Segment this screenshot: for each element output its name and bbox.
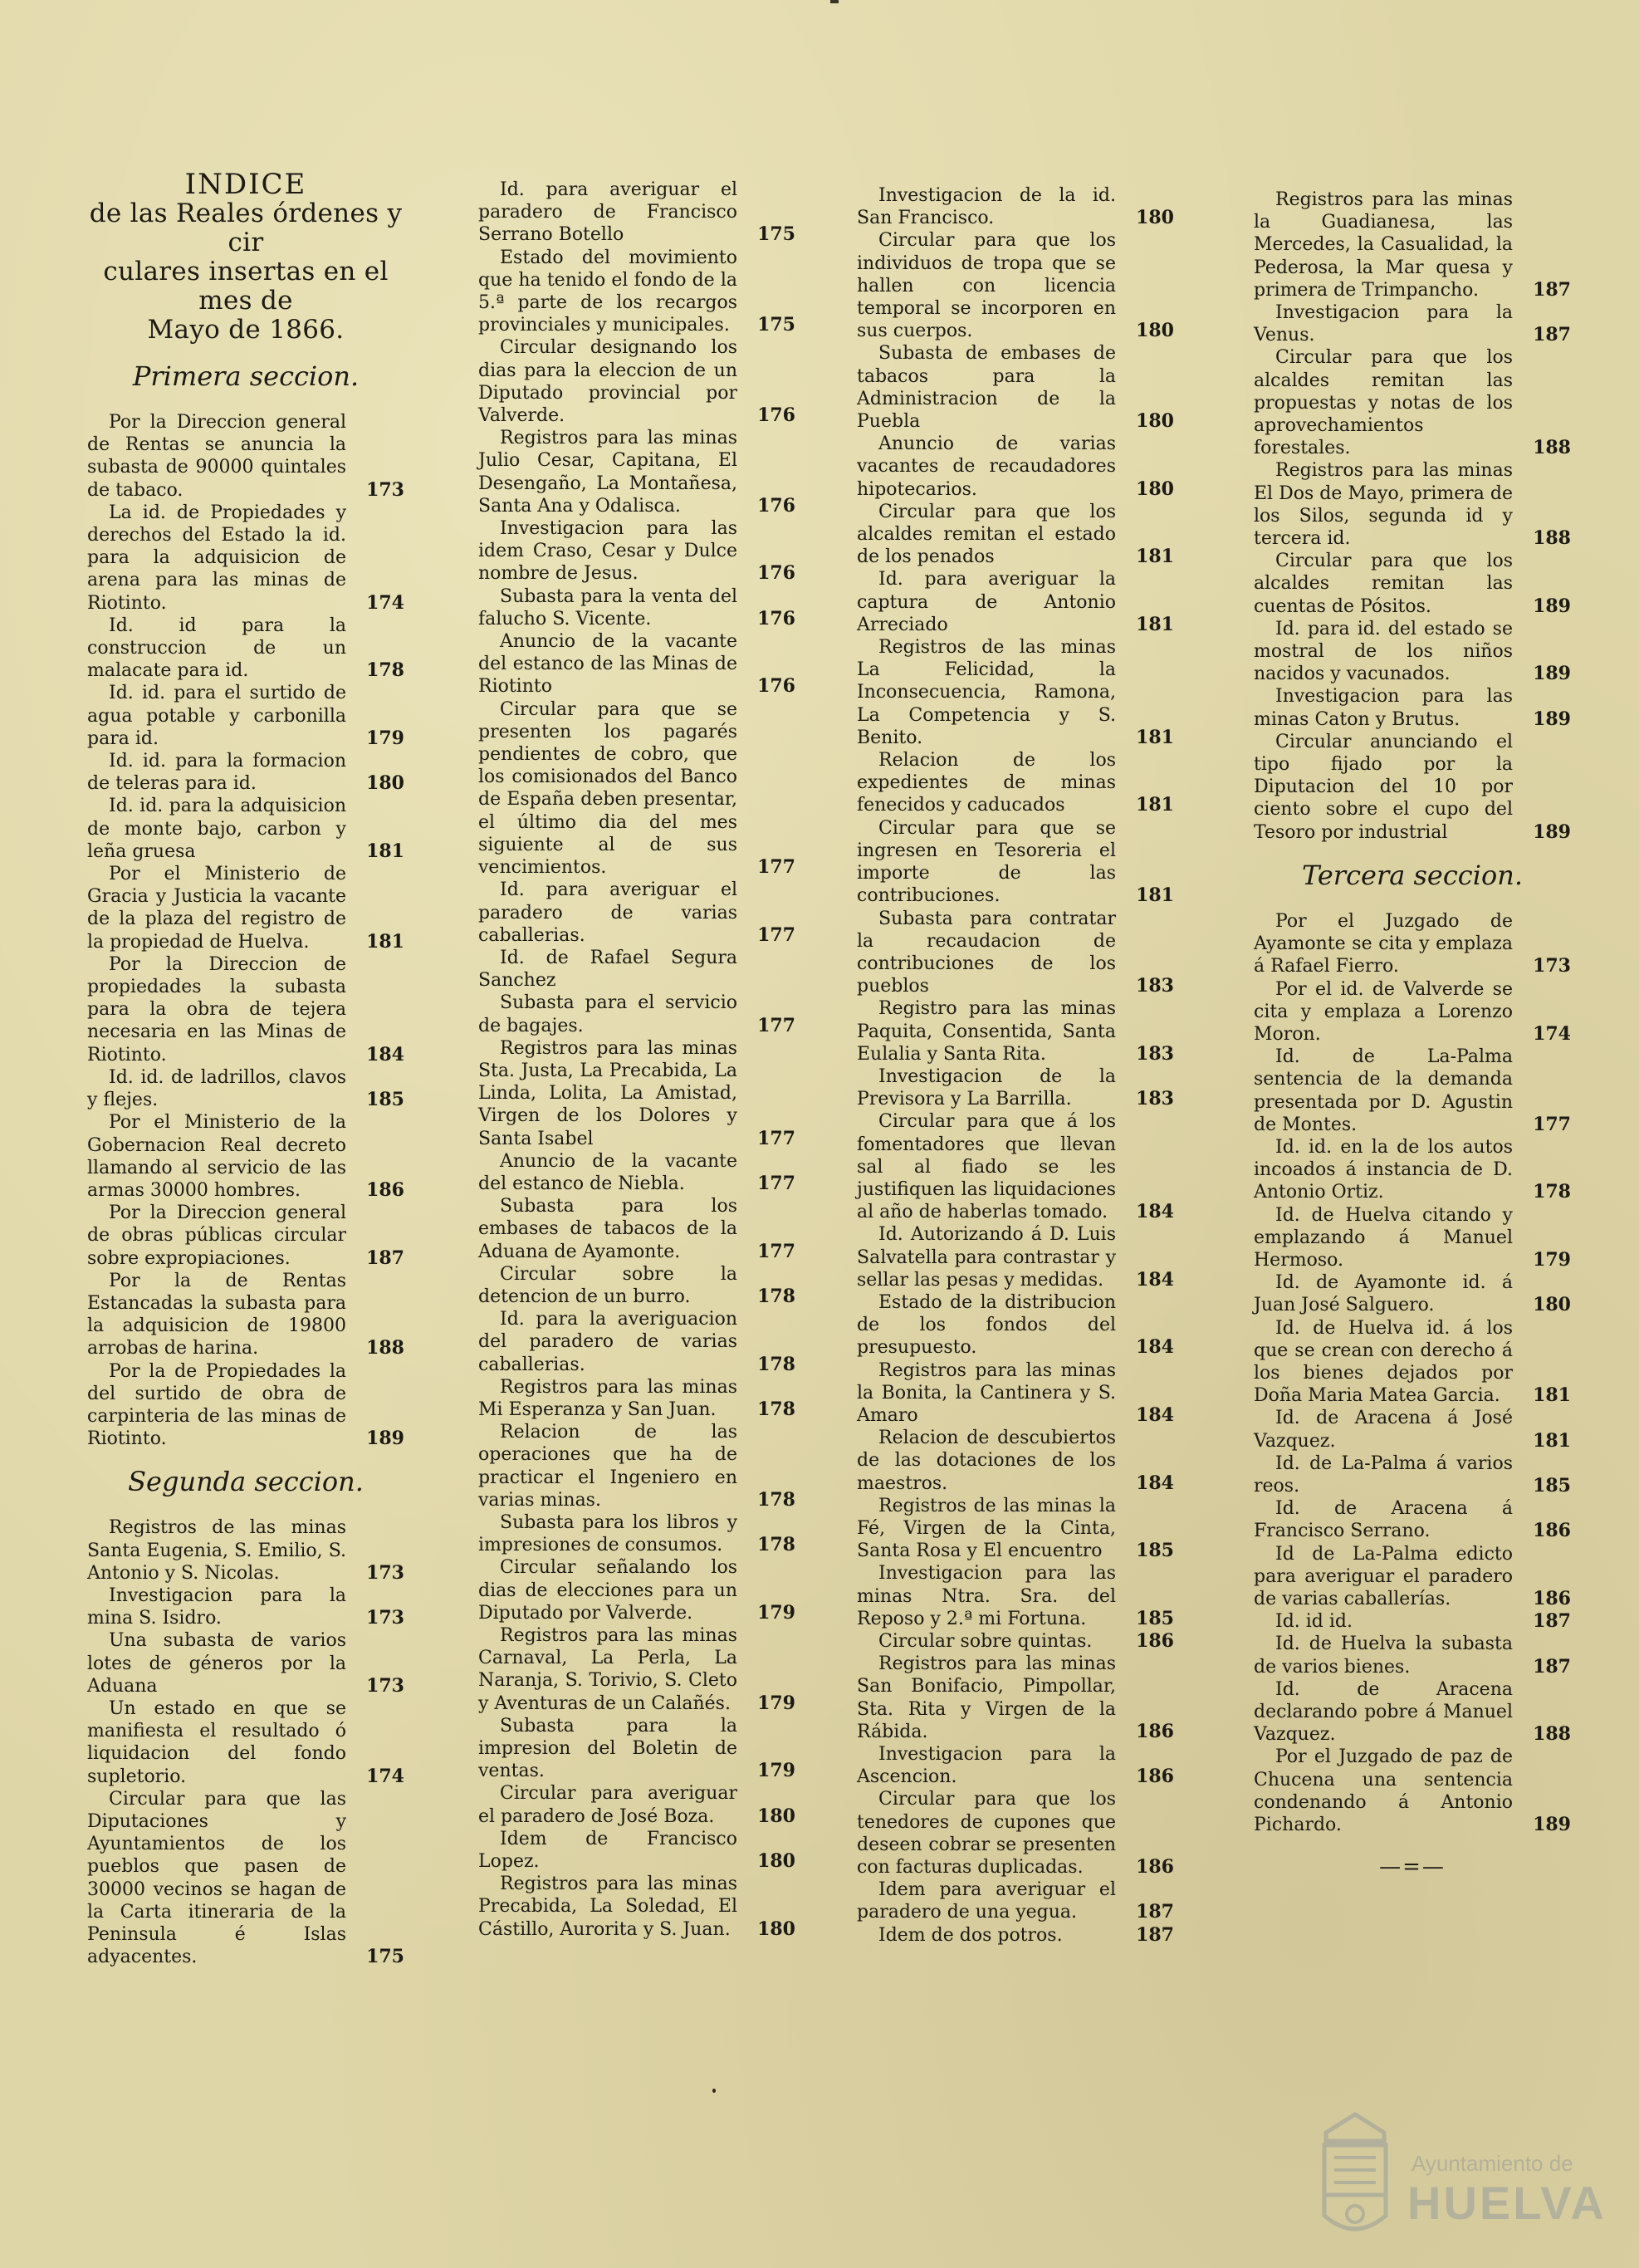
index-entry-page-number: 179 — [757, 1601, 795, 1624]
index-entry-text: Por el Juzgado de paz de Chucena una sentencia condenando á Antonio Pichardo. — [1254, 1746, 1513, 1836]
index-entry-text: Por la Direccion de propiedades la subasta para la obra de tejera necesaria en las Minas de Riotinto. — [87, 953, 346, 1065]
index-entry-page-number: 179 — [366, 727, 404, 749]
index-entry-page-number: 185 — [366, 1089, 404, 1111]
index-entry-page-number: 176 — [757, 675, 795, 698]
index-entry — [1254, 1543, 1571, 1611]
index-entry-text: La id. de Propiedades y derechos del Estado la id. para la adquisicion de arena para las minas de Riotinto. — [87, 502, 346, 614]
index-entry — [1254, 1136, 1571, 1204]
index-entry — [87, 1516, 404, 1585]
index-entry — [478, 1873, 795, 1941]
index-entry-page-number: 185 — [1136, 1540, 1174, 1562]
index-entry-text: Registros para las minas la Bonita, la Cantinera y S. Amaro — [857, 1359, 1116, 1426]
index-entry-page-number: 187 — [1533, 278, 1571, 301]
index-entry-page-number: 187 — [1533, 1610, 1571, 1633]
index-entry-page-number: 173 — [1533, 955, 1571, 977]
index-entry-text: Subasta para la venta del falucho S. Vicente. — [478, 585, 737, 629]
index-entry-text: Id. para id. del estado se mostral de los niños nacidos y vacunados. — [1254, 618, 1513, 685]
index-entry — [478, 1556, 795, 1624]
index-entry-page-number: 186 — [1136, 1720, 1174, 1742]
index-entry-text: Por el Ministerio de la Gobernacion Real decreto llamando al servicio de las armas 30000 hombres. — [87, 1112, 346, 1201]
index-entry-text: Circular para que se presenten los pagarés pendientes de cobro, que los comisionados del Banco de España deben presentar, el último dia del mes siguiente al de sus vencimientos. — [478, 698, 737, 879]
index-entry-page-number: 186 — [1136, 1856, 1174, 1879]
index-entry-text: Id. de Aracena á José Vazquez. — [1254, 1408, 1513, 1452]
index-entry — [857, 1788, 1174, 1879]
index-entry-page-number: 189 — [1533, 663, 1571, 685]
index-entry-page-number: 180 — [1136, 320, 1174, 342]
index-entry-text: Id de La-Palma edicto para averiguar el paradero de varias caballerías. — [1254, 1543, 1513, 1609]
section-heading: Segunda seccion. — [128, 1466, 364, 1498]
index-entry-page-number: 175 — [757, 223, 795, 246]
index-entry-text: Registros para las minas la Guadianesa, las Mercedes, la Casualidad, la Pederosa, la Mar quesa y primera de Trimpancho. — [1254, 189, 1513, 301]
index-entry — [857, 749, 1174, 817]
index-entry-text: Id. para averiguar el paradero de varias caballerias. — [478, 879, 737, 946]
index-entry-text: Circular anunciando el tipo fijado por la Diputacion del 10 por ciento sobre el cupo del Tesoro por industrial — [1254, 731, 1513, 843]
index-entry-page-number: 187 — [366, 1247, 404, 1269]
index-entry — [87, 1270, 404, 1360]
index-entry-page-number: 183 — [1136, 975, 1174, 997]
index-entry — [1254, 910, 1571, 978]
index-entry — [857, 1562, 1174, 1630]
index-entry-text: Investigacion de la id. San Francisco. — [857, 185, 1116, 229]
index-entry-text: Circular para que las Diputaciones y Ayuntamientos de los pueblos que pasen de 30000 vecinos se hagan de la Carta itineraria de la Peninsula é Islas adyacentes. — [87, 1788, 346, 1968]
index-entry-page-number: 186 — [1533, 1520, 1571, 1542]
index-entry — [478, 1421, 795, 1511]
index-entry-page-number: 177 — [757, 1240, 795, 1262]
index-entry-text: Circular para que los alcaldes remitan las propuestas y notas de los aprovechamientos forestales. — [1254, 347, 1513, 459]
index-entry — [1254, 301, 1571, 346]
index-entry — [857, 568, 1174, 636]
column-3-entries — [857, 184, 1174, 1947]
index-entry — [857, 229, 1174, 342]
index-entry — [478, 517, 795, 585]
index-entry — [87, 750, 404, 795]
index-entry — [1254, 731, 1571, 844]
section-heading: Tercera seccion. — [1302, 859, 1523, 891]
index-entry-text: Por el Juzgado de Ayamonte se cita y emplaza á Rafael Fierro. — [1254, 910, 1513, 977]
index-entry-text: Registros para las minas San Bonifacio, Pimpollar, Sta. Rita y Virgen de la Rábida. — [857, 1653, 1116, 1742]
index-entry-page-number: 181 — [1136, 546, 1174, 568]
index-entry-page-number: 189 — [1533, 820, 1571, 843]
index-entry-text: Registros para las minas El Dos de Mayo, primera de los Silos, segunda id y tercera id. — [1254, 460, 1513, 550]
index-entry-page-number: 177 — [757, 1172, 795, 1194]
index-entry-page-number: 189 — [1533, 1814, 1571, 1836]
index-entry-text: Id. de La-Palma á varios reos. — [1254, 1452, 1513, 1496]
index-entry-page-number: 181 — [1533, 1384, 1571, 1407]
index-entry — [857, 1223, 1174, 1291]
index-entry — [478, 1195, 795, 1263]
index-entry — [1254, 189, 1571, 301]
index-entry-text: Circular para que los tenedores de cupones que deseen cobrar se presenten con facturas duplicadas. — [857, 1789, 1116, 1879]
index-entry — [1254, 1633, 1571, 1678]
index-entry-text: Investigacion de la Previsora y La Barrilla. — [857, 1065, 1116, 1110]
index-entry-page-number: 175 — [366, 1946, 404, 1968]
index-entry — [857, 1110, 1174, 1223]
index-entry-text: Registros para las minas Sta. Justa, La Precabida, La Linda, Lolita, La Amistad, Virgen de los Dolores y Santa Isabel — [478, 1037, 737, 1149]
index-entry — [1254, 1452, 1571, 1497]
index-entry-text: Investigacion para las minas Caton y Brutus. — [1254, 686, 1513, 730]
index-entry-page-number: 180 — [757, 1805, 795, 1827]
index-entry-text: Relacion de descubiertos de las dotaciones de los maestros. — [857, 1428, 1116, 1494]
index-entry-text: Circular para averiguar el paradero de José Boza. — [478, 1783, 737, 1827]
index-entry-text: Por el Ministerio de Gracia y Justicia la vacante de la plaza del registro de la propiedad de Huelva. — [87, 864, 346, 953]
index-entry — [1254, 1271, 1571, 1316]
index-entry-page-number: 173 — [366, 1561, 404, 1584]
column-1-entries — [87, 360, 404, 1968]
index-entry — [1254, 618, 1571, 686]
index-entry-page-number: 180 — [757, 1918, 795, 1940]
index-entry-text: Anuncio de la vacante del estanco de las Minas de Riotinto — [478, 631, 737, 698]
index-entry-text: Circular para que á los fomentadores que llevan sal al fiado se les justifiquen las liquidaciones al año de haberlas tomado. — [857, 1111, 1116, 1223]
index-entry — [857, 184, 1174, 229]
index-entry — [1254, 1046, 1571, 1136]
section-heading: Primera seccion. — [132, 360, 360, 392]
ink-speck — [712, 2089, 716, 2093]
index-entry — [857, 1427, 1174, 1495]
index-entry — [478, 1308, 795, 1376]
index-entry — [87, 1788, 404, 1969]
index-entry — [478, 1782, 795, 1827]
index-entry-page-number: 178 — [757, 1353, 795, 1375]
index-entry-text: Id. id. en la de los autos incoados á instancia de D. Antonio Ortiz. — [1254, 1136, 1513, 1203]
index-entry — [87, 615, 404, 683]
index-entry-page-number: 173 — [366, 478, 404, 501]
index-entry-text: Circular señalando los dias de elecciones para un Diputado por Valverde. — [478, 1557, 737, 1624]
index-entry-page-number: 184 — [366, 1043, 404, 1065]
index-entry — [1254, 1497, 1571, 1542]
index-entry — [478, 992, 795, 1036]
index-entry — [857, 997, 1174, 1065]
index-entry-text: Investigacion para las minas Ntra. Sra. del Reposo y 2.ª mi Fortuna. — [857, 1563, 1116, 1629]
index-entry — [478, 585, 795, 630]
index-entry-text: Subasta para el servicio de bagajes. — [478, 992, 737, 1036]
index-entry — [478, 1828, 795, 1873]
index-entry — [87, 502, 404, 615]
index-entry — [87, 1066, 404, 1111]
index-entry-page-number: 173 — [366, 1607, 404, 1629]
index-entry-text: Una subasta de varios lotes de géneros por la Aduana — [87, 1630, 346, 1697]
index-entry-text: Circular sobre la detencion de un burro. — [478, 1263, 737, 1307]
index-entry-text: Id. de Huelva la subasta de varios bienes. — [1254, 1634, 1513, 1678]
index-entry — [87, 1111, 404, 1202]
huelva-coat-of-arms-icon — [1309, 2108, 1401, 2248]
index-entry — [478, 1376, 795, 1421]
index-entry-text: Id. para averiguar la captura de Antonio Arreciado — [857, 569, 1116, 635]
index-entry — [478, 1715, 795, 1783]
index-entry — [1254, 1407, 1571, 1452]
index-entry-page-number: 189 — [1533, 708, 1571, 730]
index-entry — [1254, 459, 1571, 550]
index-entry-text: Id. Autorizando á D. Luis Salvatella para contrastar y sellar las pesas y medidas. — [857, 1224, 1116, 1291]
index-entry-page-number: 187 — [1533, 324, 1571, 346]
index-entry-page-number: 178 — [757, 1488, 795, 1511]
index-entry-text: Subasta para los embases de tabacos de la Aduana de Ayamonte. — [478, 1196, 737, 1262]
index-entry-page-number: 178 — [1533, 1181, 1571, 1203]
index-entry-page-number: 187 — [1136, 1901, 1174, 1923]
index-entry-text: Id. de Aracena á Francisco Serrano. — [1254, 1498, 1513, 1542]
index-entry — [478, 879, 795, 947]
index-entry-page-number: 183 — [1136, 1042, 1174, 1065]
index-entry-page-number: 180 — [1136, 207, 1174, 229]
index-entry-page-number: 179 — [757, 1760, 795, 1782]
index-entry — [478, 427, 795, 517]
index-entry-page-number: 188 — [1533, 527, 1571, 550]
index-entry-text: Registros para las minas Julio Cesar, Capitana, El Desengaño, La Montañesa, Santa Ana y Odalisca. — [478, 428, 737, 517]
index-entry — [857, 1495, 1174, 1563]
column-2 — [478, 179, 795, 1941]
index-entry-text: Registros de las minas La Felicidad, la Inconsecuencia, Ramona, La Competencia y S. Benito. — [857, 637, 1116, 748]
index-entry-text: Circular sobre quintas. — [878, 1631, 1093, 1652]
index-entry — [478, 247, 795, 337]
index-entry-text: Circular para que los alcaldes remitan las cuentas de Pósitos. — [1254, 551, 1513, 617]
index-entry — [1254, 346, 1571, 459]
index-entry — [857, 433, 1174, 501]
index-entry-page-number: 176 — [757, 607, 795, 629]
index-entry-page-number: 186 — [1136, 1766, 1174, 1788]
index-entry-text: Id. id. para la adquisicion de monte bajo, carbon y leña gruesa — [87, 796, 346, 862]
index-entry-text: Idem para averiguar el paradero de una yegua. — [857, 1879, 1116, 1923]
index-entry-page-number: 174 — [1533, 1022, 1571, 1045]
index-entry — [857, 1924, 1174, 1947]
index-entry — [478, 947, 795, 992]
index-entry-page-number: 178 — [757, 1398, 795, 1420]
index-entry-page-number: 181 — [1136, 794, 1174, 816]
index-entry-text: Por el id. de Valverde se cita y emplaza a Lorenzo Moron. — [1254, 978, 1513, 1045]
column-3 — [857, 184, 1174, 1947]
index-entry-page-number: 186 — [1533, 1587, 1571, 1609]
index-entry-text: Anuncio de la vacante del estanco de Niebla. — [478, 1150, 737, 1194]
index-entry-text: Anuncio de varias vacantes de recaudadores hipotecarios. — [857, 434, 1116, 500]
index-entry-text: Subasta de embases de tabacos para la Administracion de la Puebla — [857, 343, 1116, 433]
index-entry-page-number: 185 — [1533, 1474, 1571, 1496]
index-entry-text: Id. id. para el surtido de agua potable y carbonilla para id. — [87, 683, 346, 749]
index-entry-text: Investigacion para la mina S. Isidro. — [87, 1585, 346, 1629]
index-entry-page-number: 177 — [757, 1014, 795, 1036]
index-entry-page-number: 173 — [366, 1674, 404, 1697]
index-entry — [1254, 1678, 1571, 1746]
index-entry-page-number: 183 — [1136, 1088, 1174, 1110]
index-entry — [87, 863, 404, 953]
index-entry-text: Id. para averiguar el paradero de Francisco Serrano Botello — [478, 179, 737, 246]
index-entry-text: Id. id id. — [1275, 1611, 1353, 1633]
index-entry — [478, 1624, 795, 1715]
index-entry-page-number: 189 — [1533, 595, 1571, 617]
index-entry — [87, 1629, 404, 1697]
index-entry — [1254, 550, 1571, 618]
index-title — [87, 170, 404, 345]
index-entry-text: Por la de Propiedades la del surtido de obra de carpinteria de las minas de Riotinto. — [87, 1360, 346, 1450]
index-entry — [857, 1630, 1174, 1653]
index-entry-page-number: 177 — [1533, 1113, 1571, 1135]
index-entry-page-number: 176 — [757, 404, 795, 427]
index-entry-page-number: 181 — [1136, 726, 1174, 748]
top-edge-mark — [830, 0, 839, 3]
index-entry-page-number: 184 — [1136, 1268, 1174, 1291]
index-entry-text: Registros para las minas Mi Esperanza y San Juan. — [478, 1376, 737, 1420]
index-entry-page-number: 184 — [1136, 1201, 1174, 1223]
watermark-line-2: HUELVA — [1407, 2177, 1607, 2229]
index-entry-page-number: 176 — [757, 562, 795, 585]
index-entry — [478, 1037, 795, 1150]
index-entry-page-number: 189 — [366, 1428, 404, 1450]
index-entry-text: Subasta para los libros y impresiones de consumos. — [478, 1511, 737, 1556]
index-entry-text: Estado de la distribucion de los fondos del presupuesto. — [857, 1291, 1116, 1359]
index-entry-page-number: 180 — [1136, 478, 1174, 500]
index-entry-text: Por la de Rentas Estancadas la subasta para la adquisicion de 19800 arrobas de harina. — [87, 1270, 346, 1359]
index-entry-text: Registros de las minas la Fé, Virgen de la Cinta, Santa Rosa y El encuentro — [857, 1495, 1116, 1562]
index-entry — [1254, 1317, 1571, 1408]
index-entry-page-number: 178 — [366, 659, 404, 682]
index-entry-page-number: 180 — [1533, 1294, 1571, 1316]
index-entry-text: Registros para las minas Carnaval, La Perla, La Naranja, S. Torivio, S. Cleto y Aventuras de un Calañés. — [478, 1625, 737, 1714]
index-entry-page-number: 184 — [1136, 1472, 1174, 1494]
index-title-line-1: INDICE — [184, 168, 307, 201]
index-entry-page-number: 181 — [1533, 1429, 1571, 1452]
index-entry-page-number: 186 — [366, 1178, 404, 1201]
index-entry — [1254, 685, 1571, 730]
index-entry — [1254, 1610, 1571, 1633]
index-entry-text: Registros para las minas Precabida, La Soledad, El Cástillo, Aurorita y S. Juan. — [478, 1874, 737, 1940]
index-entry-page-number: 181 — [1136, 613, 1174, 635]
index-entry-text: Circular designando los dias para la eleccion de un Diputado provincial por Valverde. — [478, 337, 737, 427]
index-entry — [857, 1653, 1174, 1743]
index-entry — [1254, 1204, 1571, 1272]
index-entry — [857, 636, 1174, 749]
index-title-line-3: culares insertas en el mes de — [103, 257, 389, 316]
index-entry-page-number: 177 — [757, 1127, 795, 1149]
index-entry — [857, 1065, 1174, 1110]
index-entry — [87, 1202, 404, 1270]
index-title-line-2: de las Reales órdenes y cir — [89, 198, 403, 257]
index-entry-text: Un estado en que se manifiesta el resultado ó liquidacion del fondo supletorio. — [87, 1697, 346, 1787]
index-entry-page-number: 174 — [366, 591, 404, 614]
index-entry — [857, 501, 1174, 569]
index-entry-page-number: 175 — [757, 314, 795, 336]
index-entry-text: Investigacion para las idem Craso, Cesar y Dulce nombre de Jesus. — [478, 518, 737, 585]
index-entry-text: Por la Direccion general de Rentas se anuncia la subasta de 90000 quintales de tabaco. — [87, 412, 346, 501]
index-entry-text: Investigacion para la Venus. — [1254, 302, 1513, 346]
index-entry-text: Investigacion para la Ascencion. — [857, 1744, 1116, 1788]
index-entry-page-number: 185 — [1136, 1607, 1174, 1629]
end-mark: —=— — [1379, 1854, 1446, 1880]
index-entry — [478, 1263, 795, 1308]
index-entry — [87, 682, 404, 750]
index-entry-text: Id. de Huelva citando y emplazando á Manuel Hermoso. — [1254, 1204, 1513, 1271]
index-entry-page-number: 187 — [1136, 1923, 1174, 1946]
index-entry-text: Id. id. de ladrillos, clavos y flejes. — [87, 1066, 346, 1111]
index-entry — [857, 1291, 1174, 1359]
index-entry-text: Id. de Ayamonte id. á Juan José Salguero. — [1254, 1272, 1513, 1316]
column-2-entries — [478, 179, 795, 1941]
index-entry-text: Id. para la averiguacion del paradero de varias caballerias. — [478, 1309, 737, 1375]
index-entry — [857, 817, 1174, 908]
index-entry — [478, 179, 795, 247]
watermark-line-1: Ayuntamiento de — [1411, 2151, 1573, 2176]
index-entry — [87, 411, 404, 502]
index-entry-page-number: 187 — [1533, 1655, 1571, 1678]
index-entry-text: Circular para que los alcaldes remitan el estado de los penados — [857, 501, 1116, 568]
index-entry-text: Relacion de los expedientes de minas fenecidos y caducados — [857, 750, 1116, 816]
index-entry — [478, 630, 795, 698]
index-entry-page-number: 181 — [366, 930, 404, 953]
index-entry — [857, 908, 1174, 998]
index-entry — [87, 1697, 404, 1788]
index-entry-page-number: 177 — [757, 856, 795, 879]
index-entry-text: Registro para las minas Paquita, Consentida, Santa Eulalia y Santa Rita. — [857, 998, 1116, 1065]
index-entry-page-number: 180 — [366, 772, 404, 795]
index-entry-page-number: 179 — [757, 1692, 795, 1714]
index-entry — [857, 1743, 1174, 1788]
index-entry — [87, 1360, 404, 1451]
index-entry-page-number: 181 — [366, 840, 404, 862]
index-entry-page-number: 184 — [1136, 1336, 1174, 1359]
index-entry — [857, 342, 1174, 433]
column-4-entries — [1254, 189, 1571, 1836]
index-entry-page-number: 180 — [1136, 410, 1174, 433]
index-entry-page-number: 180 — [757, 1850, 795, 1873]
index-entry — [478, 336, 795, 427]
watermark-logo — [1291, 2093, 1623, 2259]
index-entry-page-number: 174 — [366, 1765, 404, 1787]
index-entry-page-number: 184 — [1136, 1403, 1174, 1426]
index-entry — [1254, 978, 1571, 1046]
index-entry — [1254, 1746, 1571, 1836]
column-4 — [1254, 189, 1571, 1879]
index-entry-text: Id. de La-Palma sentencia de la demanda presentada por D. Agustin de Montes. — [1254, 1046, 1513, 1135]
index-entry — [857, 1879, 1174, 1923]
index-entry-text: Circular para que los individuos de tropa que se hallen con licencia temporal se incorporen en sus cuerpos. — [857, 230, 1116, 342]
index-entry — [87, 1585, 404, 1629]
index-entry-page-number: 178 — [757, 1285, 795, 1307]
index-entry-page-number: 188 — [1533, 1723, 1571, 1746]
index-entry — [87, 795, 404, 863]
index-entry — [478, 1511, 795, 1556]
index-entry — [857, 1359, 1174, 1428]
index-entry-text: Id. de Rafael Segura Sanchez — [478, 947, 737, 992]
index-entry — [87, 953, 404, 1066]
index-entry-text: Id. de Aracena declarando pobre á Manuel Vazquez. — [1254, 1678, 1513, 1746]
index-entry-text: Idem de Francisco Lopez. — [478, 1828, 737, 1873]
index-entry-page-number: 188 — [1533, 437, 1571, 459]
index-entry-text: Subasta para contratar la recaudacion de contribuciones de los pueblos — [857, 908, 1116, 997]
index-entry-page-number: 181 — [1136, 884, 1174, 907]
index-entry-text: Id. id. para la formacion de teleras para id. — [87, 751, 346, 795]
index-entry-text: Relacion de las operaciones que ha de practicar el Ingeniero en varias minas. — [478, 1422, 737, 1511]
index-entry-text: Subasta para la impresion del Boletin de ventas. — [478, 1715, 737, 1782]
index-entry-page-number: 179 — [1533, 1248, 1571, 1271]
column-1 — [87, 170, 404, 1968]
index-entry-text: Por la Direccion general de obras públicas circular sobre expropiaciones. — [87, 1203, 346, 1269]
index-entry-page-number: 176 — [757, 494, 795, 517]
index-title-line-4: Mayo de 1866. — [147, 315, 345, 345]
index-entry — [478, 1150, 795, 1195]
index-entry-text: Idem de dos potros. — [878, 1924, 1063, 1946]
index-entry-text: Id. id para la construccion de un malacate para id. — [87, 615, 346, 682]
index-entry-text: Registros de las minas Santa Eugenia, S. Emilio, S. Antonio y S. Nicolas. — [87, 1517, 346, 1584]
index-entry-page-number: 177 — [757, 923, 795, 946]
index-entry-page-number: 178 — [757, 1534, 795, 1556]
index-entry-page-number: 188 — [366, 1337, 404, 1359]
index-entry-text: Circular para que se ingresen en Tesoreria el importe de las contribuciones. — [857, 817, 1116, 907]
index-entry — [478, 698, 795, 879]
index-entry-text: Estado del movimiento que ha tenido el fondo de la 5.ª parte de los recargos provinciales y municipales. — [478, 247, 737, 336]
index-entry-page-number: 186 — [1136, 1630, 1174, 1652]
index-entry-text: Id. de Huelva id. á los que se crean con derecho á los bienes dejados por Doña Maria Matea Garcia. — [1254, 1317, 1513, 1407]
